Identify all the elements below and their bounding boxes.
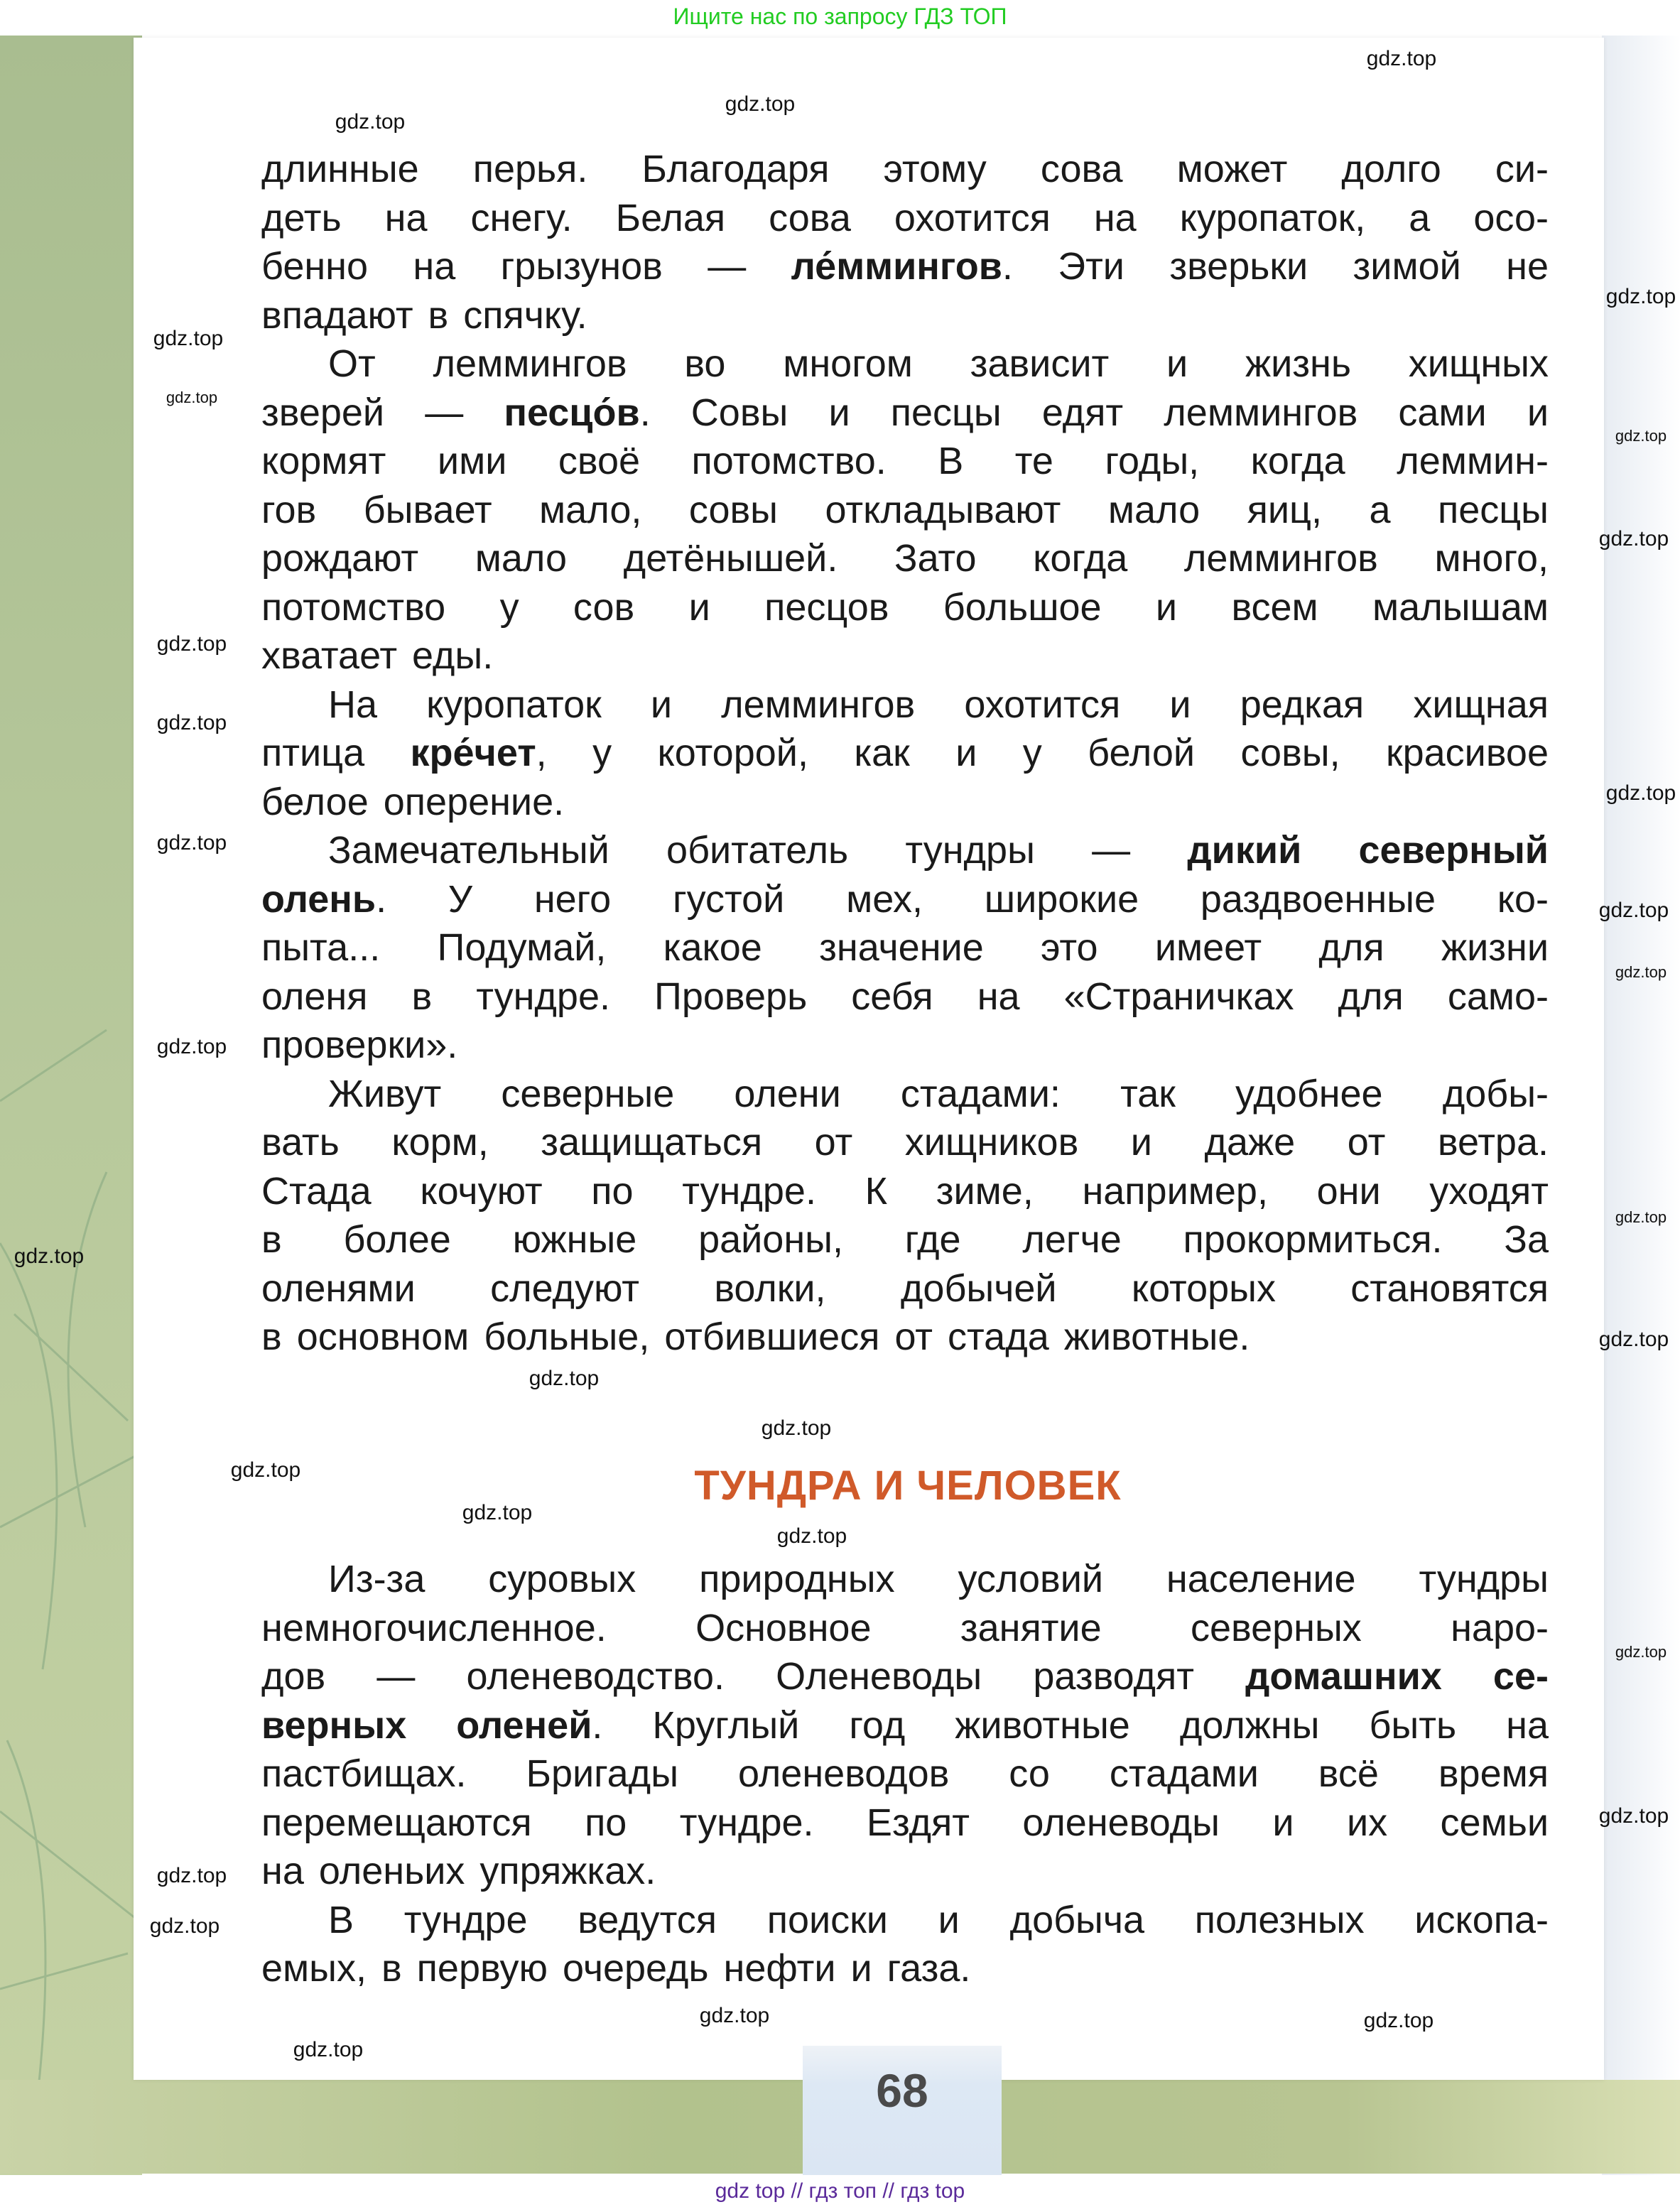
watermark: gdz.top [1605, 285, 1676, 308]
text-line [261, 1118, 1549, 1167]
bold-term: олень [261, 877, 376, 921]
text-segment: хватает еды. [261, 634, 494, 677]
text-line [261, 242, 1549, 291]
footer-watermark: gdz top // гдз топ // гдз top [0, 2175, 1680, 2207]
watermark: gdz.top [761, 1416, 832, 1440]
watermark: gdz.top [1598, 527, 1669, 551]
text-segment: потомство у сов и песцов большое и всем малышам [261, 585, 1549, 629]
text-segment: оленя в тундре. Проверь себя на «Страничках для само- [261, 975, 1549, 1018]
text-line [261, 972, 1549, 1021]
watermark: gdz.top [156, 831, 227, 855]
watermark: gdz.top [156, 632, 227, 656]
text-line [261, 583, 1549, 632]
text-line [261, 1070, 1549, 1119]
text-line [261, 1313, 1549, 1362]
left-page-edge [0, 36, 142, 2181]
text-segment: проверки». [261, 1024, 458, 1066]
text-line [261, 1215, 1549, 1264]
text-segment: в более южные районы, где легче прокормиться. За [261, 1218, 1549, 1261]
text-line [261, 680, 1549, 730]
text-line [261, 1750, 1549, 1799]
watermark: gdz.top [293, 2038, 364, 2061]
text-segment: дов — оленеводство. Оленеводы разводят [261, 1655, 1246, 1698]
watermark: gdz.top [156, 711, 227, 734]
text-line [261, 875, 1549, 924]
right-page-edge [1602, 36, 1680, 2181]
text-line [261, 194, 1549, 243]
text-line [261, 778, 1549, 827]
text-segment: впадают в спячку. [261, 293, 587, 337]
text-line [261, 486, 1549, 535]
bold-term: песцо́в [504, 391, 640, 434]
text-line [261, 826, 1549, 875]
text-segment: пыта... Подумай, какое значение это имеет для жизни [261, 926, 1549, 969]
text-segment: , у которой, как и у белой совы, красивое [536, 732, 1549, 774]
text-line [261, 1652, 1549, 1701]
text-segment: Живут северные олени стадами: так удобнее добы- [328, 1072, 1549, 1115]
leaf-pattern-icon [0, 36, 142, 2181]
text-block-tundra-and-man [261, 1555, 1549, 1993]
watermark: gdz.top [1615, 1208, 1667, 1226]
text-line [261, 340, 1549, 389]
text-segment: . У него густой мех, широкие раздвоенные ко- [376, 877, 1549, 921]
watermark: gdz.top [13, 1245, 85, 1268]
text-line [261, 1847, 1549, 1896]
text-segment: . Совы и песцы едят леммингов сами и [639, 391, 1549, 434]
bold-term: домашних се- [1245, 1655, 1549, 1698]
text-segment: зверей — [261, 391, 504, 434]
watermark: gdz.top [1598, 1328, 1669, 1351]
text-segment: емых, в первую очередь нефти и газа. [261, 1947, 971, 1990]
watermark: gdz.top [1366, 47, 1437, 70]
watermark: gdz.top [156, 1864, 227, 1887]
text-line [261, 145, 1549, 194]
text-line [261, 291, 1549, 340]
text-segment: кормят ими своё потомство. В те годы, когда леммин- [261, 440, 1549, 482]
watermark: gdz.top [1363, 2009, 1434, 2032]
text-line [261, 1701, 1549, 1750]
watermark: gdz.top [335, 110, 406, 134]
text-segment: белое оперение. [261, 780, 565, 823]
text-segment: длинные перья. Благодаря этому сова может долго си- [261, 148, 1549, 190]
watermark: gdz.top [1598, 899, 1669, 922]
text-segment: немногочисленное. Основное занятие северных наро- [261, 1606, 1549, 1649]
bold-term: кре́чет [410, 732, 536, 774]
text-line [261, 1944, 1549, 1993]
text-line [261, 1799, 1549, 1848]
text-segment: бенно на грызунов — [261, 245, 791, 288]
watermark: gdz.top [156, 1035, 227, 1058]
search-banner: Ищите нас по запросу ГДЗ ТОП [0, 0, 1680, 36]
text-segment: От леммингов во многом зависит и жизнь хищных [328, 342, 1549, 385]
watermark: gdz.top [1598, 1804, 1669, 1828]
text-segment: оленями следуют волки, добычей которых становятся [261, 1267, 1549, 1310]
text-line [261, 1167, 1549, 1216]
watermark: gdz.top [1615, 963, 1667, 981]
watermark: gdz.top [529, 1367, 600, 1390]
bold-term: дикий северный [1187, 829, 1549, 872]
text-line [261, 1604, 1549, 1653]
text-line [261, 923, 1549, 972]
text-segment: Стада кочуют по тундре. К зиме, например, они уходят [261, 1169, 1549, 1213]
text-line [261, 1021, 1549, 1070]
bold-term: верных оленей [261, 1703, 592, 1747]
watermark: gdz.top [725, 92, 796, 116]
text-segment: деть на снегу. Белая сова охотится на куропаток, а осо- [261, 196, 1549, 239]
watermark: gdz.top [1615, 427, 1667, 445]
text-segment: В тундре ведутся поиски и добыча полезных ископа- [328, 1898, 1549, 1941]
watermark: gdz.top [462, 1501, 533, 1524]
watermark: gdz.top [149, 1914, 220, 1938]
text-line [261, 1555, 1549, 1604]
bold-term: ле́ммингов [791, 245, 1002, 288]
text-line [261, 437, 1549, 486]
text-segment: вать корм, защищаться от хищников и даже от ветра. [261, 1121, 1549, 1164]
section-heading: ТУНДРА И ЧЕЛОВЕК [694, 1463, 1122, 1509]
text-line [261, 729, 1549, 778]
text-line [261, 534, 1549, 583]
text-segment: гов бывает мало, совы откладывают мало яиц, а песцы [261, 488, 1549, 531]
text-block-tundra-animals [261, 145, 1549, 1362]
watermark: gdz.top [166, 389, 218, 406]
watermark: gdz.top [1615, 1643, 1667, 1661]
text-segment: на оленьих упряжках. [261, 1850, 656, 1892]
watermark: gdz.top [699, 2004, 770, 2027]
text-segment: . Эти зверьки зимой не [1002, 245, 1549, 288]
watermark: gdz.top [1605, 781, 1676, 805]
watermark: gdz.top [230, 1458, 301, 1482]
page-number: 68 [876, 2064, 928, 2117]
text-segment: в основном больные, отбившиеся от стада животные. [261, 1316, 1250, 1358]
text-line [261, 389, 1549, 438]
text-line [261, 1896, 1549, 1945]
text-segment: На куропаток и леммингов охотится и редкая хищная [328, 683, 1549, 726]
text-segment: Замечательный обитатель тундры — [328, 829, 1188, 872]
text-line [261, 631, 1549, 680]
watermark: gdz.top [153, 327, 224, 350]
text-segment: птица [261, 732, 411, 774]
text-segment: . Круглый год животные должны быть на [592, 1703, 1549, 1747]
text-segment: рождают мало детёнышей. Зато когда леммингов много, [261, 537, 1549, 580]
text-segment: Из-за суровых природных условий население тундры [328, 1558, 1549, 1600]
watermark: gdz.top [776, 1524, 847, 1548]
text-line [261, 1264, 1549, 1313]
text-segment: пастбищах. Бригады оленеводов со стадами всё время [261, 1752, 1549, 1795]
text-segment: перемещаются по тундре. Ездят оленеводы и их семьи [261, 1801, 1549, 1844]
